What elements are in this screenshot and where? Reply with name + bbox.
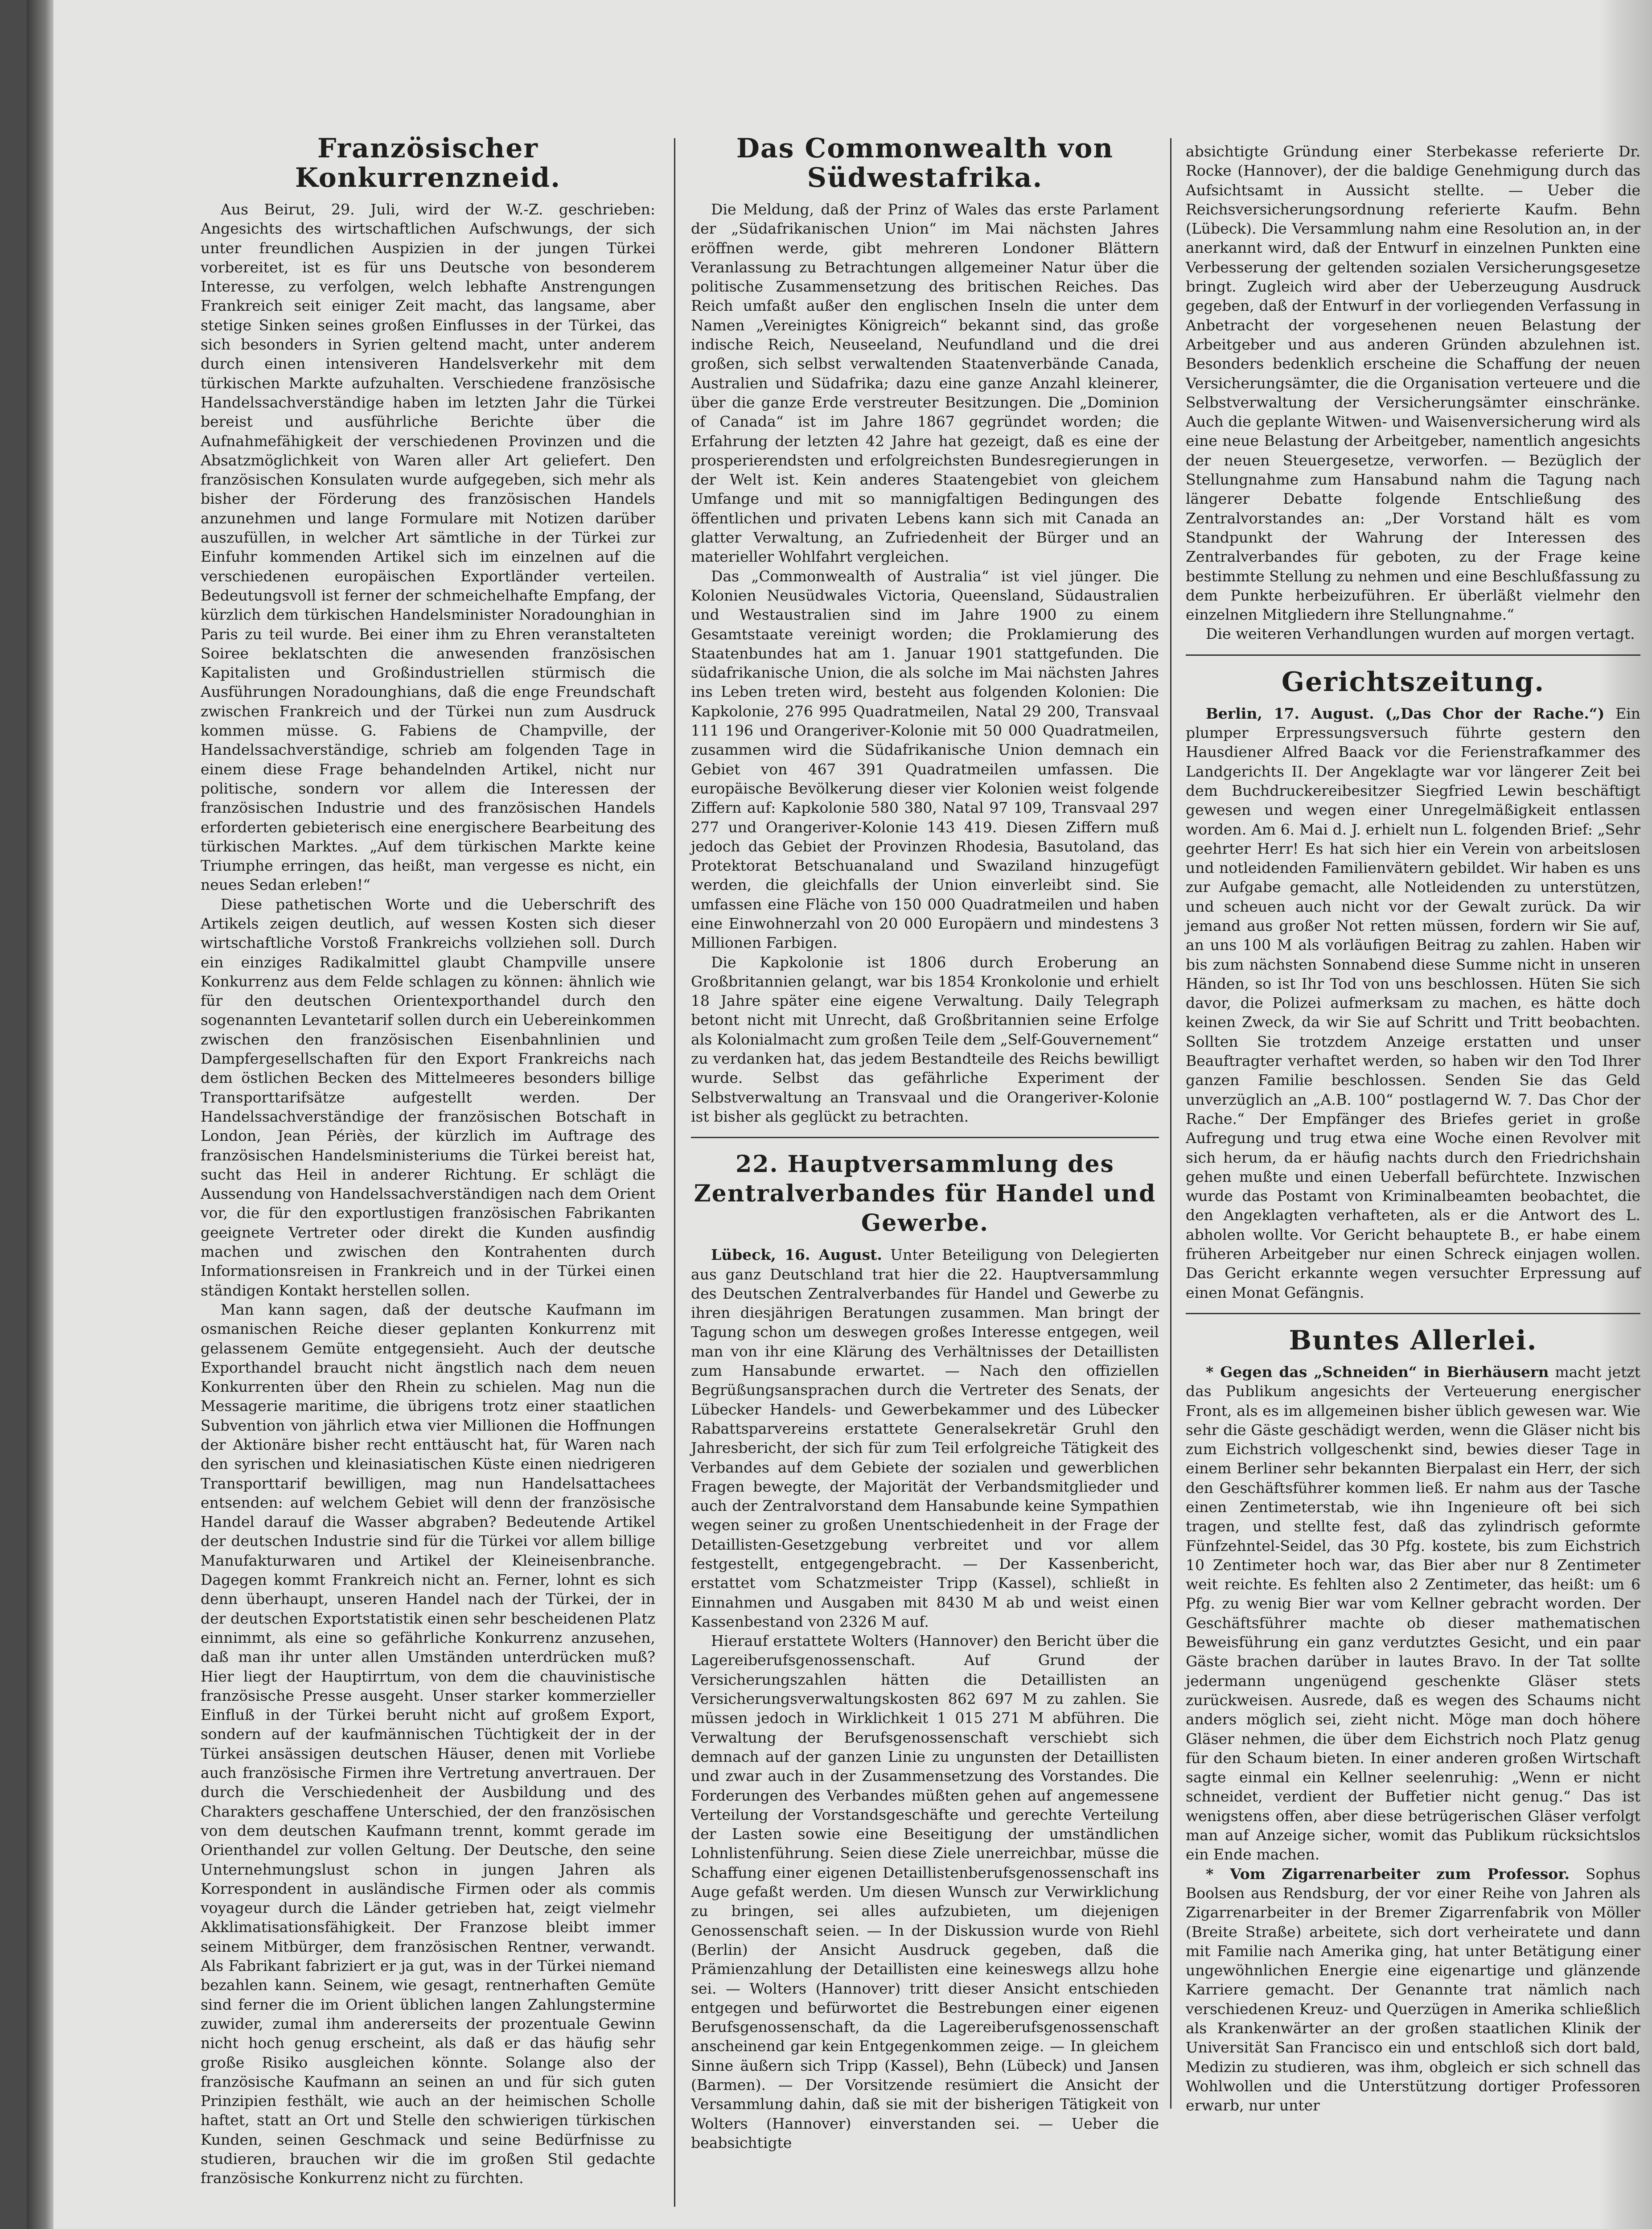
paragraph (1186, 704, 1640, 1302)
article-heading-commonwealth: Das Commonwealth von Südwestafrika. (736, 133, 1114, 193)
column-3 (1186, 142, 1640, 2115)
column-1 (201, 134, 655, 2188)
item-title: * Gegen das „Schneiden“ in Bierhäusern (1206, 1363, 1549, 1381)
column-2 (691, 134, 1159, 2152)
paragraph (691, 1245, 1159, 1631)
section-divider (1186, 1313, 1640, 1314)
article-heading-konkurrenzneid: Französischer Konkurrenzneid. (295, 133, 561, 193)
paragraph: Die Meldung, daß der Prinz of Wales das erste Parlament der „Südafrikanischen Union“ im Mai nächsten Jahres eröffnen werde, gibt mehreren Londoner Blättern Veranlassung zu Betrachtungen allgemeiner Natur über die politische Zusammensetzung des britischen Reiches. Das Reich umfaßt außer den englischen Inseln die unter dem Namen „Vereinigtes Königreich“ bekannt sind, das große indische Reich, Neuseeland, Neufundland und die drei großen, sich selbst verwaltenden Staatenverbände Canada, Australien und Südafrika; dazu eine ganze Anzahl kleinerer, über die ganze Erde verstreuter Besitzungen. Die „Dominion of Canada“ ist im Jahre 1867 gegründet worden; die Erfahrung der letzten 42 Jahre hat gezeigt, daß es eine der prosperierendsten und erfolgreichsten Bundesregierungen in der Welt ist. Kein anderes Staatengebiet von gleichem Umfange und mit so mannigfaltigen Bedingungen des öffentlichen und privaten Lebens kann sich mit Canada an glatter Verwaltung, an Zufriedenheit der Bürger und an materieller Wohlfahrt vergleichen. (691, 201, 1159, 566)
section-divider (691, 1137, 1159, 1138)
article-subtitle: („Das Chor der Rache.“) (1385, 704, 1605, 722)
paragraph-text: Sophus Boolsen aus Rendsburg, der vor einer Reihe von Jahren als Zigarrenarbeiter in der Bremer Zigarrenfabrik von Möller (Breite Straße) arbeitete, sich dort verheiratete und dann mit Familie nach Amerika ging, hat unter Betätigung einer ungewöhnlichen Energie eine eigenartige und glänzende Karriere gemacht. Der Genannte trat nämlich nach verschiedenen Kreuz- und Querzügen in Amerika schließlich als Krankenwärter an der großen staatlichen Klinik der Universität San Francisco ein und entschloß sich dort bald, Medizin zu studieren, was ihm, obgleich er sich schnell das Wohlwollen und die Unterstützung dortiger Professoren erwarb, nur unter (1186, 1865, 1641, 2114)
paragraph: Diese pathetischen Worte und die Ueberschrift des Artikels zeigen deutlich, auf wessen Kosten sich dieser wirtschaftliche Vorstoß Frankreichs vollziehen soll. Durch ein einziges Radikalmittel glaubt Champville unsere Konkurrenz aus dem Felde schlagen zu können: ähnlich wie für den deutschen Orientexporthandel durch den sogenannten Levantetarif sollen durch ein Uebereinkommen zwischen den französischen Eisenbahnlinien und Dampfergesellschaften für den Export Frankreichs nach dem östlichen Becken des Mittelmeeres besonders billige Transporttarifsätze aufgestellt werden. Der Handelssachverständige der französischen Botschaft in London, Jean Périès, der kürzlich im Auftrage des französischen Handelsministeriums die Türkei bereist hat, sucht das Heil in anderer Richtung. Er schlägt die Aussendung von Handelssachverständigen nach dem Orient vor, die für den exportlustigen französischen Fabrikanten geeignete Vertreter oder direkt die Kunden ausfindig machen und zwischen den Kontrahenten durch Informationsreisen in Frankreich und in der Türkei einen ständigen Kontakt herstellen sollen. (201, 895, 655, 1299)
book-spine-shadow (27, 0, 53, 2229)
paragraph: absichtigte Gründung einer Sterbekasse referierte Dr. Rocke (Hannover), der die baldige Genehmigung durch das Aufsichtsamt in Aussicht stellte. — Ueber die Reichsversicherungsordnung referierte Kaufm. Behn (Lübeck). Die Versammlung nahm eine Resolution an, in der anerkannt wird, daß der Entwurf in einzelnen Punkten eine Verbesserung der geltenden sozialen Versicherungsgesetze bringt. Zugleich wird aber der Ueberzeugung Ausdruck gegeben, daß der Entwurf in der vorliegenden Verfassung in Anbetracht der vorgesehenen neuen Belastung der Arbeitgeber und aus anderen Gründen abzulehnen ist. Besonders bedenklich erscheine die Schaffung der neuen Versicherungsämter, die die Organisation verteuere und die Selbstverwaltung der Versicherungsämter einschränke. Auch die geplante Witwen- und Waisenversicherung wird als eine neue Belastung der Arbeitgeber, namentlich angesichts der neuen Steuergesetze, verworfen. — Bezüglich der Stellungnahme zum Hansabund nahm die Tagung nach längerer Debatte folgende Entschließung des Zentralvorstandes an: „Der Vorstand hält es vom Standpunkt der Wahrung der Interessen des Zentralverbandes für geboten, zu der Frage keine bestimmte Stellung zu nehmen und eine Beschlußfassung zu dem Punkte herbeizuführen. Er überläßt vielmehr den einzelnen Mitgliedern ihre Stellungnahme.“ (1186, 143, 1640, 624)
paragraph (1186, 1362, 1640, 1864)
item-title: * Vom Zigarrenarbeiter zum Professor. (1206, 1865, 1570, 1883)
paragraph: Die weiteren Verhandlungen wurden auf morgen vertagt. (1206, 625, 1635, 643)
column-rule (1170, 138, 1171, 2109)
paragraph: Die Kapkolonie ist 1806 durch Eroberung an Großbritannien gelangt, war bis 1854 Kronkolonie und erhielt 18 Jahre später eine eigene Verwaltung. Daily Telegraph betont nicht mit Unrecht, daß Großbritannien seine Erfolge als Kolonialmacht zum großen Teile dem „Self-Gouvernement“ zu verdanken hat, das jedem Bestandteile des Reichs bewilligt wurde. Selbst das gefährliche Experiment der Selbstverwaltung an Transvaal und die Orangeriver-Kolonie ist bisher als geglückt zu betrachten. (691, 953, 1159, 1125)
paragraph: Hierauf erstattete Wolters (Hannover) den Bericht über die Lagereiberufsgenossenschaft. Auf Grund der Versicherungszahlen hätten die Detaillisten an Versicherungsverwaltungskosten 862 697 M zu zahlen. Sie müssen jedoch in Wirklichkeit 1 015 271 M abführen. Die Verwaltung der Berufsgenossenschaft verschiebt sich demnach auf der ganzen Linie zu ungunsten der Detaillisten und zwar auch in der Zusammensetzung des Vorstandes. Die Forderungen des Verbandes müßten gehen auf angemessene Verteilung der Vorstandsgeschäfte und gerechte Verteilung der Lasten sowie eine Beseitigung der umständlichen Lohnlistenführung. Seien diese Ziele unerreichbar, müsse die Schaffung einer eigenen Detaillistenberufsgenossenschaft ins Auge gefaßt werden. Um diesen Wunsch zur Verwirklichung zu bringen, sei alles aufzubieten, um diejenigen Genossenschaft seien. — In der Diskussion wurde von Riehl (Berlin) der Ansicht Ausdruck gegeben, daß die Prämienzahlung der Detaillisten eine keineswegs allzu hohe sei. — Wolters (Hannover) tritt dieser Ansicht entschieden entgegen und befürwortet die Bestrebungen einer eigenen Berufsgenossenschaft, da die Lagereiberufsgenossenschaft anscheinend gar kein Entgegenkommen zeige. — In gleichem Sinne äußern sich Tripp (Kassel), Behn (Lübeck) und Jansen (Barmen). — Der Vorsitzende resümiert die Ansicht der Versammlung dahin, daß sie mit der bisherigen Tätigkeit von Wolters (Hannover) einverstanden sei. — Ueber die beabsichtigte (691, 1632, 1159, 2151)
section-divider (1186, 654, 1640, 656)
paragraph: Das „Commonwealth of Australia“ ist viel jünger. Die Kolonien Neusüdwales Victoria, Queensland, Südaustralien und Westaustralien sind im Jahre 1900 zu einem Gesamtstaate vereinigt worden; die Proklamierung des Staatenbundes hat am 1. Januar 1901 stattgefunden. Die südafrikanische Union, die als solche im Mai nächsten Jahres ins Leben treten wird, besteht aus folgenden Kolonien: Die Kapkolonie, 276 995 Quadratmeilen, Natal 29 200, Transvaal 111 196 und Orangeriver-Kolonie mit 50 000 Quadratmeilen, zusammen wird die Südafrikanische Union demnach ein Gebiet von 467 391 Quadratmeilen umfassen. Die europäische Bevölkerung dieser vier Kolonien weist folgende Ziffern auf: Kapkolonie 580 380, Natal 97 109, Transvaal 297 277 und Orangeriver-Kolonie 143 419. Diesen Ziffern muß jedoch das Gebiet der Provinzen Rhodesia, Basutoland, das Protektorat Betschuanaland und Swaziland hinzugefügt werden, die gleichfalls der Union einverleibt sind. Sie umfassen eine Fläche von 150 000 Quadratmeilen und haben eine Einwohnerzahl von 20 000 Europäern und mindestens 3 Millionen Farbigen. (691, 567, 1159, 952)
newspaper-page (27, 0, 1652, 2229)
column-rule (674, 138, 675, 2207)
paragraph: Man kann sagen, daß der deutsche Kaufmann im osmanischen Reiche dieser geplanten Konkurrenz mit gelassenem Gemüte entgegensieht. Auch der deutsche Exporthandel braucht nicht ängstlich nach dem neuen Konkurrenten über den Rhein zu schielen. Mag nun die Messagerie maritime, die übrigens trotz einer staatlichen Subvention von jährlich etwa vier Millionen die Hoffnungen der Aktionäre bisher recht enttäuscht hat, für Waren nach den syrischen und kleinasiatischen Küste einen niedrigeren Transporttarif bewilligen, mag nun Handelsattachees entsenden: auf welchem Gebiet will denn der französische Handel darauf die Wasser abgraben? Bedeutende Artikel der deutschen Industrie sind für die Türkei vor allem billige Manufakturwaren und Artikel der Kleineisenbranche. Dagegen kommt Frankreich nicht an. Ferner, lohnt es sich denn überhaupt, unseren Handel nach der Türkei, der in der deutschen Exportstatistik einen sehr bescheidenen Platz einnimmt, als eine so gefährliche Konkurrenz anzusehen, daß man ihr unter allen Umständen unterdrücken muß? Hier liegt der Hauptirrtum, von dem die chauvinistische französische Presse ausgeht. Unser starker kommerzieller Einfluß in der Türkei beruht nicht auf großem Export, sondern auf der kaufmännischen Tüchtigkeit der in der Türkei ansässigen deutschen Häuser, denen mit Vorliebe auch französische Firmen ihre Vertretung anvertrauen. Der durch die Verschiedenheit der Ausbildung und des Charakters geschaffene Unterschied, der den französischen von dem deutschen Kaufmann trennt, kommt gerade im Orienthandel zur vollen Geltung. Der Deutsche, den seine Unternehmungslust schon in jungen Jahren als Korrespondent in ausländische Firmen oder als commis voyageur durch die Länder getrieben hat, zeigt vielmehr Akklimatisationsfähigkeit. Der Franzose bleibt immer seinem Mitbürger, dem französischen Rentner, verwandt. Als Fabrikant fabriziert er ja gut, was in der Türkei niemand bezahlen kann. Seinem, wie gesagt, rentnerhaften Gemüte sind ferner die im Orient üblichen langen Zahlungstermine zuwider, zumal ihm andererseits der prozentuale Gewinn nicht hoch genug erscheint, als daß er das häufig sehr große Risiko ausgleichen könnte. Solange also der französische Kaufmann an seinen an und für sich guten Prinzipien festhält, wie auch an der heimischen Scholle haftet, statt an Ort und Stelle den schwierigen türkischen Kunden, seinen Geschmack und seine Bedürfnisse zu studieren, brauchen wir die im großen Stil gedachte französische Konkurrenz nicht zu fürchten. (201, 1300, 655, 2187)
dateline: Berlin, 17. August. (1206, 704, 1374, 722)
article-heading-buntes-allerlei: Buntes Allerlei. (1289, 1324, 1537, 1356)
article-heading-hauptversammlung: 22. Hauptversammlung des Zentralverbandes für Handel und Gewerbe. (694, 1151, 1156, 1237)
paragraph-text: Ein plumper Erpressungsversuch führte gestern den Hausdiener Alfred Baack vor die Ferienstrafkammer des Landgerichts II. Der Angeklagte war vor längerer Zeit bei dem Buchdruckereibesitzer Siegfried Lewin beschäftigt gewesen und wegen einer Unregelmäßigkeit entlassen worden. Am 6. Mai d. J. erhielt nun L. folgenden Brief: „Sehr geehrter Herr! Es hat sich hier ein Verein von arbeitslosen und notleidenden Familienvätern gebildet. Wir haben es uns zur Aufgabe gemacht, alle Notleidenden zu unterstützen, und scheuen auch nicht vor der Gewalt zurück. Da wir jemand aus großer Not retten müssen, fordern wir Sie auf, an uns 100 M als vorläufigen Beitrag zu zahlen. Haben wir bis zum nächsten Sonnabend diese Summe nicht in unseren Händen, so ist Ihr Tod von uns beschlossen. Hüten Sie sich davor, die Polizei aufmerksam zu machen, es hätte doch keinen Zweck, da wir Sie auf Schritt und Tritt beobachten. Sollten Sie trotzdem Anzeige erstatten und unser Beauftragter verhaftet werden, so haben wir den Tod Ihrer ganzen Familie beschlossen. Senden Sie das Geld unverzüglich an „A.B. 100“ postlagernd W. 7. Das Chor der Rache.“ Der Empfänger des Briefes geriet in große Aufregung und trug etwa eine Woche einen Revolver mit sich herum, da er häufig nachts durch den Friedrichshain gehen mußte und einen Ueberfall befürchtete. Inzwischen wurde das Postamt von Kriminalbeamten beobachtet, die den Angeklagten verhafteten, als er die Antwort des L. abholen wollte. Vor Gericht behauptete B., er habe einem früheren Arbeitgeber nur einen Schreck einjagen wollen. Das Gericht erkannte wegen versuchter Erpressung auf einen Monat Gefängnis. (1186, 704, 1640, 1301)
paragraph-text: Unter Beteiligung von Delegierten aus ganz Deutschland trat hier die 22. Hauptversammlung des Deutschen Zentralverbandes für Handel und Gewerbe zu ihren diesjährigen Beratungen zusammen. Man bringt der Tagung schon um deswegen großes Interesse entgegen, weil man von ihr eine Klärung des Verhältnisses der Detaillisten zum Hansabunde erwartet. — Nach den offiziellen Begrüßungsansprachen durch die Vertreter des Senats, der Lübecker Handels- und Gewerbekammer und des Lübecker Rabattsparvereins erstattete Generalsekretär Gruhl den Jahresbericht, der sich für zum Teil erfolgreiche Tätigkeit des Verbandes auf dem Gebiete der sozialen und gewerblichen Fragen bewegte, der Majorität der Verbandsmitglieder und auch der Zentralvorstand dem Hansabunde keine Sympathien wegen seiner zu großen Unentschiedenheit in der Frage der Detaillisten-Gesetzgebung verbreitet und vor allem festgestellt, entgegengebracht. — Der Kassenbericht, erstattet vom Schatzmeister Tripp (Kassel), schließt in Einnahmen und Ausgaben mit 8430 M ab und weist einen Kassenbestand von 2326 M auf. (691, 1246, 1159, 1630)
dateline: Lübeck, 16. August. (711, 1246, 882, 1264)
paragraph-text: macht jetzt das Publikum angesichts der Verteuerung energischer Front, als es im allgemeinen bisher üblich gewesen war. Wie sehr die Gäste geschädigt werden, wenn die Gläser nicht bis zum Eichstrich vollgeschenkt sind, bewies dieser Tage in einem Berliner sehr bekannten Bierpalast ein Herr, der sich den Geschäftsführer kommen ließ. Er nahm aus der Tasche einen Zentimeterstab, wie ihn Ingenieure oft bei sich tragen, und stellte fest, daß das zylindrisch geformte Fünfzehntel-Seidel, das 30 Pfg. kostete, bis zum Eichstrich 10 Zentimeter hoch war, das Bier aber nur 8 Zentimeter weit reichte. Es fehlten also 2 Zentimeter, das heißt: um 6 Pfg. zu wenig Bier war vom Kellner gebracht worden. Der Geschäftsführer machte ob dieser mathematischen Beweisführung ein ganz verdutztes Gesicht, und ein paar Gäste brachen darüber in lautes Bravo. In der Tat sollte jedermann ungenügend geschenkte Gläser stets zurückweisen. Ausrede, daß es wegen des Schaums nicht anders möglich sei, zieht nicht. Möge man doch höhere Gläser nehmen, die über dem Eichstrich noch Platz genug für den Schaum bieten. In einer anderen großen Wirtschaft sagte einmal ein Kellner seelenruhig: „Wenn er nicht schneidet, verdient der Buffetier nicht genug.“ Das ist wenigstens offen, aber diese betrügerischen Gläser verfolgt man auf Anzeige sicher, womit das Publikum rücksichtslos ein Ende machen. (1186, 1363, 1640, 1863)
article-heading-gerichtszeitung: Gerichtszeitung. (1281, 666, 1545, 698)
paragraph (1186, 1864, 1640, 2115)
paragraph: Aus Beirut, 29. Juli, wird der W.-Z. geschrieben: Angesichts des wirtschaftlichen Aufschwungs, der sich unter freundlichen Auspizien in der jungen Türkei vorbereitet, ist es für uns Deutsche von besonderem Interesse, zu verfolgen, welch lebhafte Anstrengungen Frankreich seit einiger Zeit macht, das langsame, aber stetige Sinken seines großen Einflusses in der Türkei, das sich besonders in Syrien geltend macht, unter anderem durch einen intensiveren Handelsverkehr mit dem türkischen Markte aufzuhalten. Verschiedene französische Handelssachverständige haben im letzten Jahr die Türkei bereist und ausführliche Berichte über die Aufnahmefähigkeit der verschiedenen Provinzen und die Absatzmöglichkeit von Waren aller Art geliefert. Den französischen Konsulaten wurde aufgegeben, sich mehr als bisher der Förderung des französischen Handels anzunehmen und lange Formulare mit Notizen darüber auszufüllen, in welcher Art sämtliche in der Türkei zur Einfuhr kommenden Artikel sich im einzelnen auf die verschiedenen europäischen Exportländer verteilen. Bedeutungsvoll ist ferner der schmeichelhafte Empfang, der kürzlich dem türkischen Handelsminister Noradounghian in Paris zu teil wurde. Bei einer ihm zu Ehren veranstalteten Soiree beklatschten die anwesenden französischen Kapitalisten und Großindustriellen stürmisch die Ausführungen Noradounghians, daß die enge Freundschaft zwischen Frankreich und der Türkei nun zum Ausdruck kommen müsse. G. Fabiens de Champville, der Handelssachverständige, schrieb am folgenden Tage in einem diese Frage behandelnden Artikel, nicht nur politische, sondern vor allem die Interessen der französischen Industrie und des französischen Handels erforderten gebieterisch eine energischere Bearbeitung des türkischen Marktes. „Auf dem türkischen Markte keine Triumphe erringen, das heißt, man vergesse es nicht, ein neues Sedan erleben!“ (201, 201, 655, 894)
